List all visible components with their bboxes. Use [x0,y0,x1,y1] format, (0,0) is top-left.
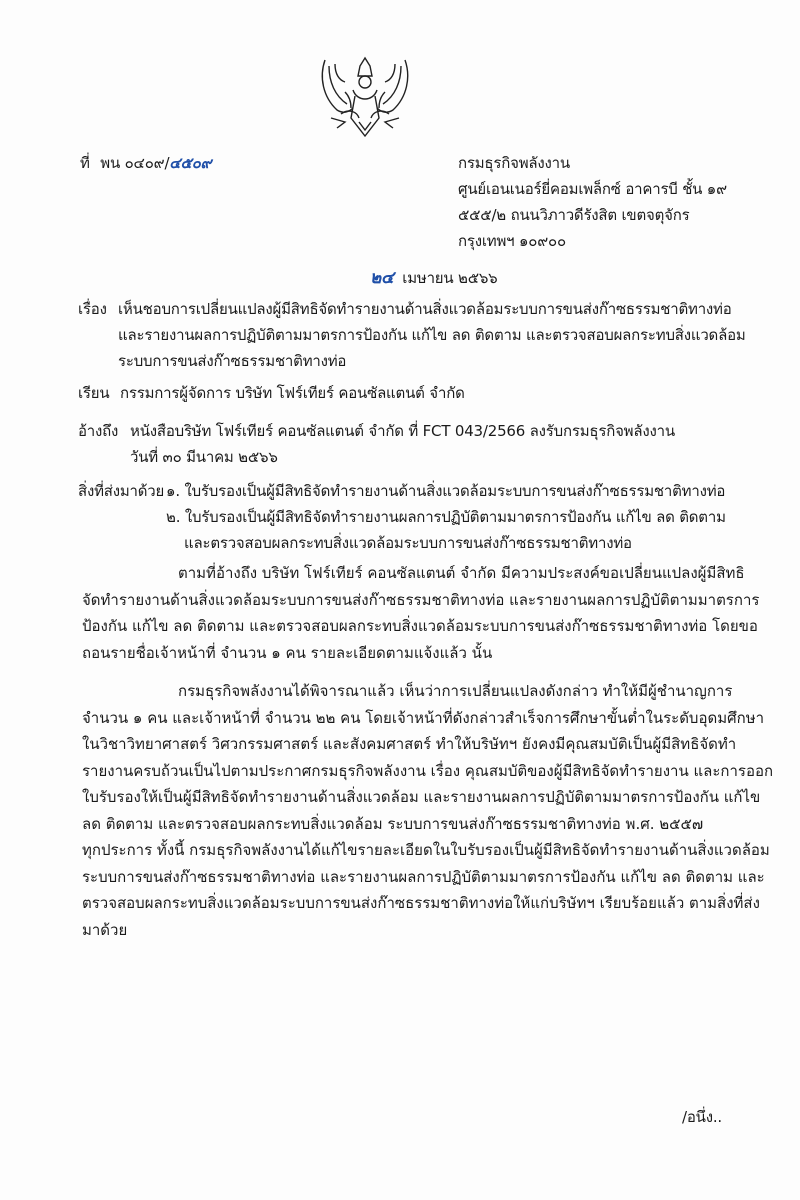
ref-code: พน ๐๔๐๙/ [100,154,170,172]
paragraph-line: ตรวจสอบผลกระทบสิ่งแวดล้อมระบบการขนส่งก๊าซธรรมชาติทางท่อให้แก่บริษัทฯ เรียบร้อยแล้ว ตามสิ่งที่ส่ง [82,894,760,912]
paragraph-line: ป้องกัน แก้ไข ลด ติดตาม และตรวจสอบผลกระทบสิ่งแวดล้อมระบบการขนส่งก๊าซธรรมชาติทางท่อ โดยขอ [82,617,758,635]
subject-label: เรื่อง [78,300,107,318]
handwritten-day: ๒๔ [370,268,394,288]
sender-line: กรุงเทพฯ ๑๐๙๐๐ [458,232,566,250]
paragraph-line: ในวิชาวิทยาศาสตร์ วิศวกรรมศาสตร์ และสังคมศาสตร์ ทำให้บริษัทฯ ยังคงมีคุณสมบัติเป็นผู้มีสิทธิจัดทำ [82,735,737,753]
paragraph-line: รายงานครบถ้วนเป็นไปตามประกาศกรมธุรกิจพลังงาน เรื่อง คุณสมบัติของผู้มีสิทธิจัดทำรายงาน และการออก [82,761,774,780]
paragraph-line: จำนวน ๑ คน และเจ้าหน้าที่ จำนวน ๒๒ คน โดยเจ้าหน้าที่ดังกล่าวสำเร็จการศึกษาขั้นต่ำในระดับอุดมศึกษา [82,708,765,727]
subject-line: เห็นชอบการเปลี่ยนแปลงผู้มีสิทธิจัดทำรายงานด้านสิ่งแวดล้อมระบบการขนส่งก๊าซธรรมชาติทางท่อ [118,300,732,318]
reference [130,418,675,470]
paragraph-line: ตามที่อ้างถึง บริษัท โฟร์เทียร์ คอนซัลแตนต์ จำกัด มีความประสงค์ขอเปลี่ยนแปลงผู้มีสิทธิ [178,564,745,582]
reference-label: อ้างถึง [78,422,119,440]
month-year: เมษายน ๒๕๖๖ [402,269,498,287]
paragraph-line: จัดทำรายงานด้านสิ่งแวดล้อมระบบการขนส่งก๊าซธรรมชาติทางท่อ และรายงานผลการปฏิบัติตามมาตรการ [82,590,760,609]
letter-date [370,265,498,291]
to-value: กรรมการผู้จัดการ บริษัท โฟร์เทียร์ คอนซัลแตนต์ จำกัด [120,384,465,402]
paragraph-line: ระบบการขนส่งก๊าซธรรมชาติทางท่อ และรายงานผลการปฏิบัติตามมาตรการป้องกัน แก้ไข ลด ติดตาม และ [82,867,765,886]
sender-address [458,150,727,254]
paragraph-1 [82,560,760,666]
reference-line: หนังสือบริษัท โฟร์เทียร์ คอนซัลแตนต์ จำกัด ที่ FCT 043/2566 ลงรับกรมธุรกิจพลังงาน [130,422,675,440]
garuda-emblem-icon [315,52,415,140]
reference-line: วันที่ ๓๐ มีนาคม ๒๕๖๖ [130,448,278,466]
continuation-marker: /อนึ่ง.. [682,1108,722,1126]
to-label: เรียน [78,384,110,402]
subject-line: และรายงานผลการปฏิบัติตามมาตรการป้องกัน แก้ไข ลด ติดตาม และตรวจสอบผลกระทบสิ่งแวดล้อม [118,326,746,344]
paragraph-line: ใบรับรองให้เป็นผู้มีสิทธิจัดทำรายงานด้านสิ่งแวดล้อม และรายงานผลการปฏิบัติตามมาตรการป้องกัน แก้ไข [82,788,761,806]
sender-line: ศูนย์เอนเนอร์ยี่คอมเพล็กซ์ อาคารบี ชั้น ๑๙ [458,180,727,198]
enclosure-item-cont: และตรวจสอบผลกระทบสิ่งแวดล้อมระบบการขนส่งก๊าซธรรมชาติทางท่อ [184,534,632,552]
enclosures [166,478,726,556]
handwritten-ref-number: ๔๕๐๙ [169,154,212,172]
ref-prefix: ที่ [80,154,90,172]
paragraph-line: ถอนรายชื่อเจ้าหน้าที่ จำนวน ๑ คน รายละเอียดตามแจ้งแล้ว นั้น [82,643,493,662]
enclosures-label: สิ่งที่ส่งมาด้วย [78,482,165,500]
enclosure-item: ๒. ใบรับรองเป็นผู้มีสิทธิจัดทำรายงานผลการปฏิบัติตามมาตรการป้องกัน แก้ไข ลด ติดตาม [166,508,726,526]
paragraph-line: ลด ติดตาม และตรวจสอบผลกระทบสิ่งแวดล้อม ระบบการขนส่งก๊าซธรรมชาติทางท่อ พ.ศ. ๒๕๕๗ [82,814,704,833]
addressee [78,380,465,406]
subject [118,296,746,374]
paragraph-line: กรมธุรกิจพลังงานได้พิจารณาแล้ว เห็นว่าการเปลี่ยนแปลงดังกล่าว ทำให้มีผู้ชำนาญการ [178,682,733,700]
paragraph-2 [82,678,774,943]
sender-line: ๕๕๕/๒ ถนนวิภาวดีรังสิต เขตจตุจักร [458,206,690,224]
subject-line: ระบบการขนส่งก๊าซธรรมชาติทางท่อ [118,352,347,370]
paragraph-line: มาด้วย [82,920,128,939]
enclosure-item: ๑. ใบรับรองเป็นผู้มีสิทธิจัดทำรายงานด้านสิ่งแวดล้อมระบบการขนส่งก๊าซธรรมชาติทางท่อ [166,482,726,500]
sender-line: กรมธุรกิจพลังงาน [458,154,570,172]
paragraph-line: ทุกประการ ทั้งนี้ กรมธุรกิจพลังงานได้แก้ไขรายละเอียดในใบรับรองเป็นผู้มีสิทธิจัดทำรายงานด้านสิ่งแวดล้อม [82,841,770,859]
reference-number [80,150,211,176]
